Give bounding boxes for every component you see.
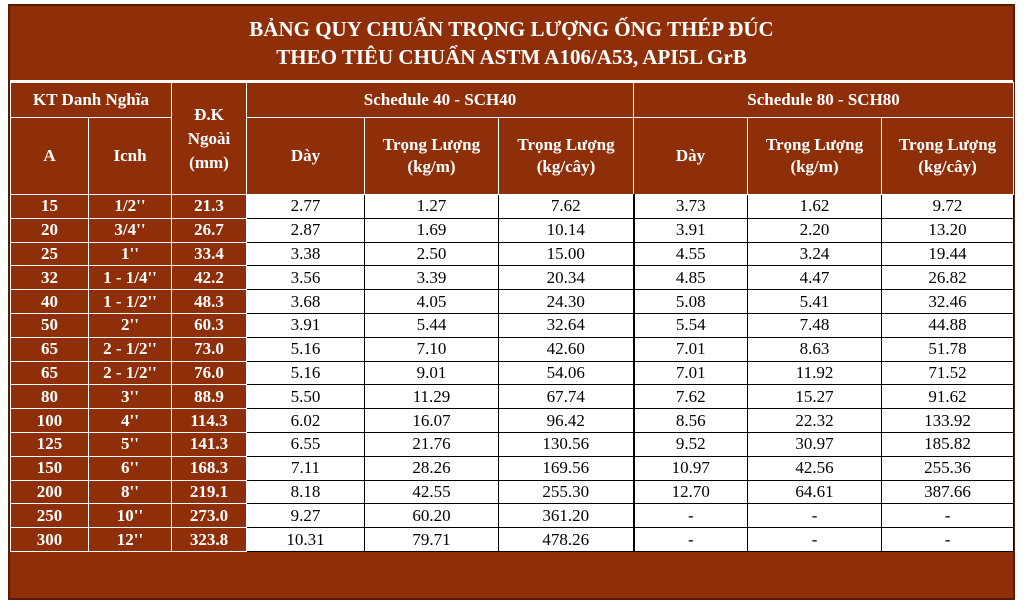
cell-outer-diameter: 33.4 (172, 242, 247, 266)
table-row (11, 242, 1014, 266)
cell-size-a: 300 (11, 528, 89, 552)
cell-s40-weight-per-bar: 32.64 (499, 313, 634, 337)
cell-s80-weight-per-bar: 13.20 (882, 218, 1014, 242)
cell-s40-weight-per-m: 4.05 (365, 290, 499, 314)
cell-s40-weight-per-m: 21.76 (365, 432, 499, 456)
cell-s80-weight-per-m: 7.48 (748, 313, 882, 337)
cell-size-a: 250 (11, 504, 89, 528)
cell-s80-weight-per-m: 15.27 (748, 385, 882, 409)
cell-s40-weight-per-m: 16.07 (365, 409, 499, 433)
cell-s80-weight-per-bar: 133.92 (882, 409, 1014, 433)
header-a: A (11, 118, 89, 195)
title-line-2: THEO TIÊU CHUẨN ASTM A106/A53, API5L GrB (276, 45, 747, 69)
cell-s40-weight-per-m: 3.39 (365, 266, 499, 290)
cell-s80-weight-per-m: 64.61 (748, 480, 882, 504)
cell-s40-weight-per-m: 7.10 (365, 337, 499, 361)
table-title (10, 6, 1013, 82)
cell-s40-thickness: 5.50 (247, 385, 365, 409)
cell-s80-weight-per-bar: 387.66 (882, 480, 1014, 504)
cell-s80-thickness: 3.73 (634, 195, 748, 219)
cell-s80-weight-per-bar: 9.72 (882, 195, 1014, 219)
cell-s40-weight-per-m: 1.69 (365, 218, 499, 242)
cell-s80-thickness: 9.52 (634, 432, 748, 456)
cell-s80-thickness: 7.01 (634, 361, 748, 385)
cell-s80-weight-per-m: 8.63 (748, 337, 882, 361)
table-row (11, 385, 1014, 409)
cell-s40-weight-per-m: 5.44 (365, 313, 499, 337)
cell-size-a: 150 (11, 456, 89, 480)
table-row (11, 195, 1014, 219)
title-line-1: BẢNG QUY CHUẨN TRỌNG LƯỢNG ỐNG THÉP ĐÚC (249, 17, 774, 41)
cell-outer-diameter: 26.7 (172, 218, 247, 242)
cell-size-inch: 3/4'' (89, 218, 172, 242)
table-row (11, 218, 1014, 242)
cell-s80-weight-per-bar: 71.52 (882, 361, 1014, 385)
cell-size-inch: 2'' (89, 313, 172, 337)
cell-s40-weight-per-bar: 7.62 (499, 195, 634, 219)
cell-s40-weight-per-m: 11.29 (365, 385, 499, 409)
table-row (11, 528, 1014, 552)
cell-s40-thickness: 3.91 (247, 313, 365, 337)
cell-size-inch: 1/2'' (89, 195, 172, 219)
cell-outer-diameter: 21.3 (172, 195, 247, 219)
cell-size-a: 80 (11, 385, 89, 409)
table-row (11, 409, 1014, 433)
cell-outer-diameter: 114.3 (172, 409, 247, 433)
table-row (11, 456, 1014, 480)
cell-s40-thickness: 3.56 (247, 266, 365, 290)
header-schedule-80: Schedule 80 - SCH80 (634, 83, 1014, 118)
cell-s40-weight-per-bar: 130.56 (499, 432, 634, 456)
cell-s80-weight-per-m: - (748, 528, 882, 552)
cell-size-a: 32 (11, 266, 89, 290)
table-row (11, 337, 1014, 361)
pipe-weight-table-sheet (8, 4, 1015, 600)
cell-s40-weight-per-bar: 361.20 (499, 504, 634, 528)
cell-size-a: 40 (11, 290, 89, 314)
cell-s40-weight-per-bar: 10.14 (499, 218, 634, 242)
cell-size-a: 65 (11, 361, 89, 385)
cell-outer-diameter: 141.3 (172, 432, 247, 456)
table-row (11, 290, 1014, 314)
table-row (11, 504, 1014, 528)
cell-s80-weight-per-bar: 26.82 (882, 266, 1014, 290)
cell-outer-diameter: 42.2 (172, 266, 247, 290)
cell-s40-thickness: 10.31 (247, 528, 365, 552)
cell-size-inch: 4'' (89, 409, 172, 433)
cell-s40-thickness: 5.16 (247, 361, 365, 385)
cell-s40-weight-per-bar: 24.30 (499, 290, 634, 314)
cell-s80-weight-per-m: 30.97 (748, 432, 882, 456)
cell-size-a: 20 (11, 218, 89, 242)
header-s80-weight-per-bar: Trọng Lượng (kg/cây) (882, 118, 1014, 195)
cell-size-inch: 1 - 1/4'' (89, 266, 172, 290)
table-row (11, 361, 1014, 385)
cell-s80-weight-per-bar: 255.36 (882, 456, 1014, 480)
cell-s80-thickness: 5.08 (634, 290, 748, 314)
cell-outer-diameter: 273.0 (172, 504, 247, 528)
cell-size-a: 200 (11, 480, 89, 504)
cell-s40-weight-per-m: 60.20 (365, 504, 499, 528)
cell-s80-thickness: 10.97 (634, 456, 748, 480)
cell-s80-weight-per-m: 2.20 (748, 218, 882, 242)
cell-size-a: 65 (11, 337, 89, 361)
cell-s80-thickness: 12.70 (634, 480, 748, 504)
cell-s40-weight-per-bar: 169.56 (499, 456, 634, 480)
cell-s80-weight-per-m: 4.47 (748, 266, 882, 290)
cell-s40-weight-per-bar: 255.30 (499, 480, 634, 504)
cell-size-inch: 3'' (89, 385, 172, 409)
cell-s80-weight-per-bar: 32.46 (882, 290, 1014, 314)
cell-size-inch: 10'' (89, 504, 172, 528)
header-inch: Icnh (89, 118, 172, 195)
cell-s80-weight-per-m: 3.24 (748, 242, 882, 266)
cell-size-inch: 8'' (89, 480, 172, 504)
cell-size-a: 50 (11, 313, 89, 337)
pipe-weight-table (10, 82, 1014, 552)
cell-s40-weight-per-bar: 42.60 (499, 337, 634, 361)
cell-s40-thickness: 7.11 (247, 456, 365, 480)
cell-s40-thickness: 5.16 (247, 337, 365, 361)
cell-s40-thickness: 8.18 (247, 480, 365, 504)
header-s40-thickness: Dày (247, 118, 365, 195)
table-row (11, 313, 1014, 337)
cell-s40-weight-per-bar: 15.00 (499, 242, 634, 266)
cell-s80-thickness: 4.55 (634, 242, 748, 266)
cell-s80-weight-per-m: - (748, 504, 882, 528)
header-s40-weight-per-bar: Trọng Lượng (kg/cây) (499, 118, 634, 195)
cell-s40-thickness: 3.38 (247, 242, 365, 266)
cell-s80-thickness: 8.56 (634, 409, 748, 433)
cell-s80-thickness: - (634, 504, 748, 528)
header-schedule-40: Schedule 40 - SCH40 (247, 83, 634, 118)
cell-s40-weight-per-bar: 96.42 (499, 409, 634, 433)
cell-outer-diameter: 88.9 (172, 385, 247, 409)
cell-s40-thickness: 3.68 (247, 290, 365, 314)
cell-s80-weight-per-bar: 51.78 (882, 337, 1014, 361)
table-row (11, 432, 1014, 456)
cell-s40-weight-per-m: 28.26 (365, 456, 499, 480)
cell-size-a: 25 (11, 242, 89, 266)
cell-s80-weight-per-bar: - (882, 528, 1014, 552)
cell-s40-weight-per-m: 42.55 (365, 480, 499, 504)
cell-size-inch: 1'' (89, 242, 172, 266)
cell-s40-thickness: 9.27 (247, 504, 365, 528)
cell-s40-weight-per-m: 9.01 (365, 361, 499, 385)
header-s40-weight-per-m: Trọng Lượng (kg/m) (365, 118, 499, 195)
cell-s80-weight-per-m: 11.92 (748, 361, 882, 385)
cell-outer-diameter: 323.8 (172, 528, 247, 552)
header-s80-weight-per-m: Trọng Lượng (kg/m) (748, 118, 882, 195)
cell-s40-weight-per-bar: 67.74 (499, 385, 634, 409)
cell-s40-weight-per-bar: 20.34 (499, 266, 634, 290)
table-row (11, 266, 1014, 290)
cell-s40-thickness: 2.87 (247, 218, 365, 242)
cell-outer-diameter: 60.3 (172, 313, 247, 337)
cell-outer-diameter: 48.3 (172, 290, 247, 314)
cell-s80-weight-per-bar: 185.82 (882, 432, 1014, 456)
cell-size-inch: 5'' (89, 432, 172, 456)
table-row (11, 480, 1014, 504)
cell-s80-weight-per-bar: 19.44 (882, 242, 1014, 266)
cell-s40-thickness: 2.77 (247, 195, 365, 219)
header-kt-danh-nghia: KT Danh Nghĩa (11, 83, 172, 118)
cell-s80-thickness: 5.54 (634, 313, 748, 337)
cell-size-a: 100 (11, 409, 89, 433)
cell-outer-diameter: 76.0 (172, 361, 247, 385)
cell-size-inch: 2 - 1/2'' (89, 361, 172, 385)
cell-outer-diameter: 168.3 (172, 456, 247, 480)
cell-s80-weight-per-bar: 44.88 (882, 313, 1014, 337)
cell-s80-weight-per-bar: 91.62 (882, 385, 1014, 409)
cell-s40-weight-per-bar: 478.26 (499, 528, 634, 552)
cell-outer-diameter: 219.1 (172, 480, 247, 504)
cell-s80-weight-per-bar: - (882, 504, 1014, 528)
cell-s80-weight-per-m: 1.62 (748, 195, 882, 219)
cell-s80-thickness: 3.91 (634, 218, 748, 242)
cell-size-a: 125 (11, 432, 89, 456)
cell-s40-thickness: 6.55 (247, 432, 365, 456)
cell-s80-thickness: 4.85 (634, 266, 748, 290)
cell-s80-weight-per-m: 22.32 (748, 409, 882, 433)
cell-size-inch: 1 - 1/2'' (89, 290, 172, 314)
cell-size-inch: 6'' (89, 456, 172, 480)
cell-outer-diameter: 73.0 (172, 337, 247, 361)
cell-s80-thickness: 7.01 (634, 337, 748, 361)
header-outer-diameter: Đ.K Ngoài (mm) (172, 83, 247, 195)
cell-s40-weight-per-bar: 54.06 (499, 361, 634, 385)
cell-s40-weight-per-m: 79.71 (365, 528, 499, 552)
cell-size-inch: 2 - 1/2'' (89, 337, 172, 361)
cell-s80-weight-per-m: 42.56 (748, 456, 882, 480)
cell-size-a: 15 (11, 195, 89, 219)
cell-s40-weight-per-m: 1.27 (365, 195, 499, 219)
cell-s40-thickness: 6.02 (247, 409, 365, 433)
cell-s80-weight-per-m: 5.41 (748, 290, 882, 314)
header-s80-thickness: Dày (634, 118, 748, 195)
cell-s40-weight-per-m: 2.50 (365, 242, 499, 266)
cell-size-inch: 12'' (89, 528, 172, 552)
cell-s80-thickness: 7.62 (634, 385, 748, 409)
table-body (11, 195, 1014, 552)
cell-s80-thickness: - (634, 528, 748, 552)
